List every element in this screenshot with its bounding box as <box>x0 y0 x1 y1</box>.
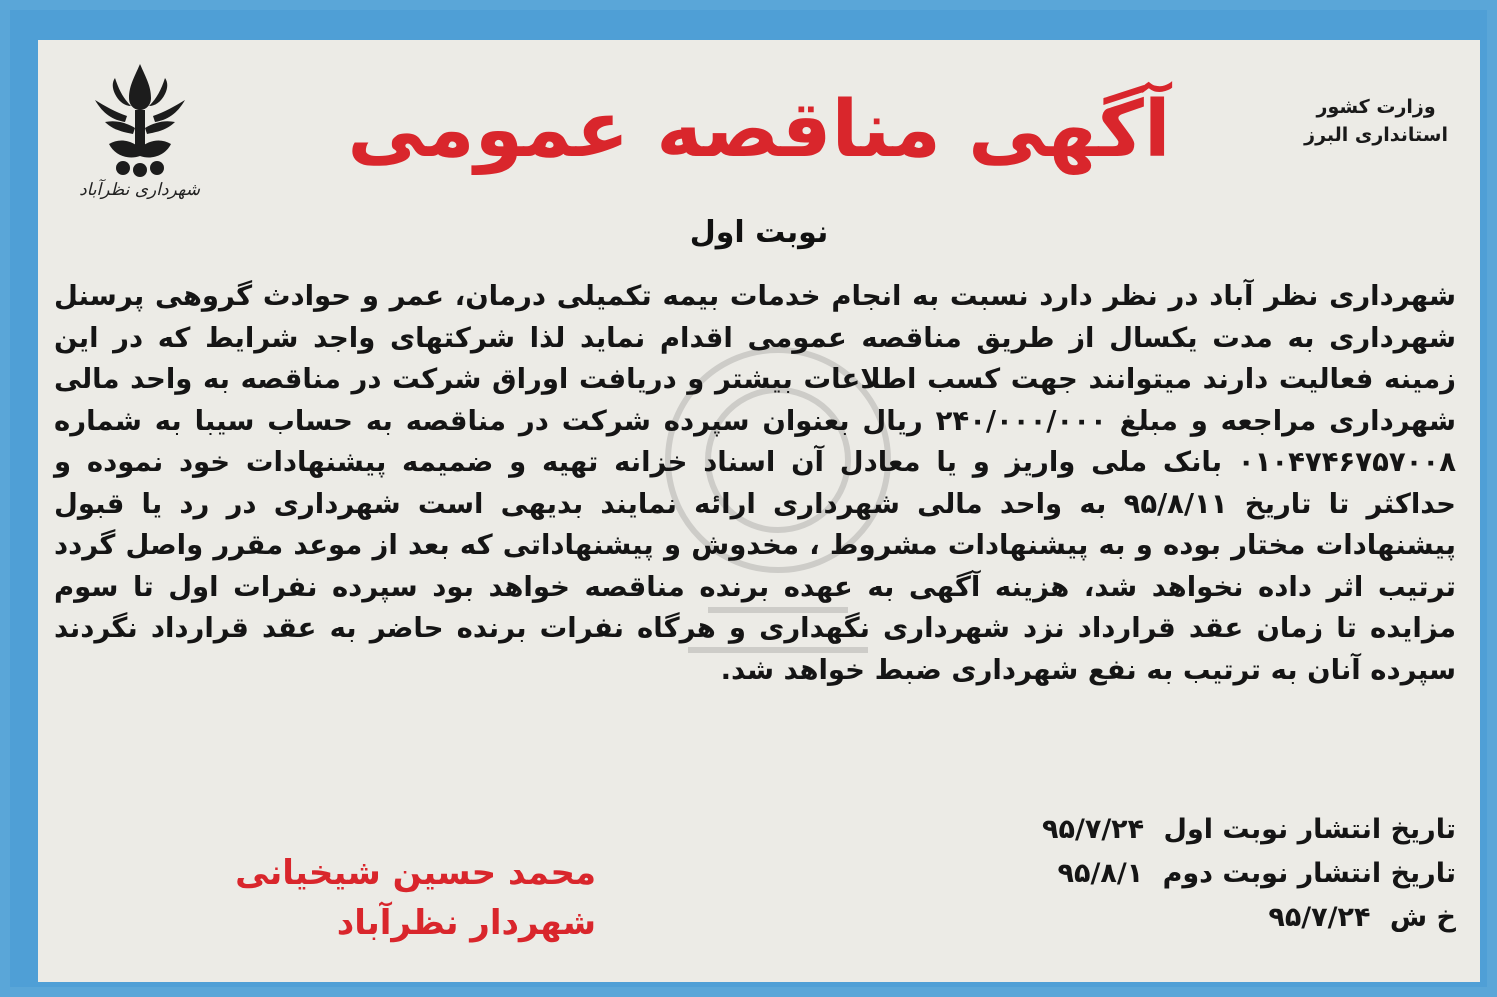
publication-dates <box>816 808 1456 940</box>
date-row-code <box>816 896 1456 940</box>
notice-title: آگهی مناقصه عمومی <box>347 85 1171 175</box>
notice-paper <box>38 40 1480 982</box>
signer-position: شهردار نظرآباد <box>336 903 596 943</box>
logo-caption: شهرداری نظرآباد <box>79 180 200 200</box>
date-label: خ ش <box>1389 902 1456 933</box>
date-row-second <box>816 852 1456 896</box>
ministry-name: وزارت کشور <box>1316 96 1436 118</box>
issuer-block <box>1304 94 1448 149</box>
publication-round: نوبت اول <box>689 215 829 250</box>
signer-name: محمد حسین شیخیانی <box>235 853 596 893</box>
notice-body: شهرداری نظر آباد در نظر دارد نسبت به انجام خدمات بیمه تکمیلی درمان، عمر و حوادث گروهی پرسنل شهرداری به مدت یکسال از طریق مناقصه عمومی اقدام نماید لذا شرکتهای واجد شرایط که در این زمینه فعالیت دارند میتوانند جهت کسب اطلاعات بیشتر و دریافت اوراق شرکت در مناقصه به واحد مالی شهرداری مراجعه و مبلغ ۲۴۰/۰۰۰/۰۰۰ ریال بعنوان سپرده شرکت در مناقصه به حساب سیبا به شماره ۰۱۰۴۷۴۶۷۵۷۰۰۸ بانک ملی واریز و یا معادل آن اسناد خزانه تهیه و ضمیمه پیشنهادات خود نموده و حداکثر تا تاریخ ۹۵/۸/۱۱ به واحد مالی شهرداری ارائه نمایند بدیهی است شهرداری در رد یا قبول پیشنهادات مختار بوده و به پیشنهادات مشروط ، مخدوش و پیشنهاداتی که بعد از موعد مقرر واصل گردد ترتیب اثر داده نخواهد شد، هزینه آگهی به عهده برنده مناقصه خواهد بود سپرده نفرات اول تا سوم مزایده تا زمان عقد قرارداد نزد شهرداری نگهداری و هرگاه نفرات برنده حاضر به عقد قرارداد نگردند سپرده آنان به ترتیب به نفع شهرداری ضبط خواهد شد. <box>54 280 1456 686</box>
notice-frame <box>10 10 1487 987</box>
date-value: ۹۵/۷/۲۴ <box>1042 814 1145 845</box>
date-label: تاریخ انتشار نوبت دوم <box>1162 858 1456 889</box>
date-value: ۹۵/۸/۱ <box>1057 858 1144 889</box>
date-row-first <box>816 808 1456 852</box>
date-value: ۹۵/۷/۲۴ <box>1268 902 1371 933</box>
signature-block <box>76 848 596 948</box>
date-label: تاریخ انتشار نوبت اول <box>1163 814 1456 845</box>
province-name: استانداری البرز <box>1304 123 1448 146</box>
